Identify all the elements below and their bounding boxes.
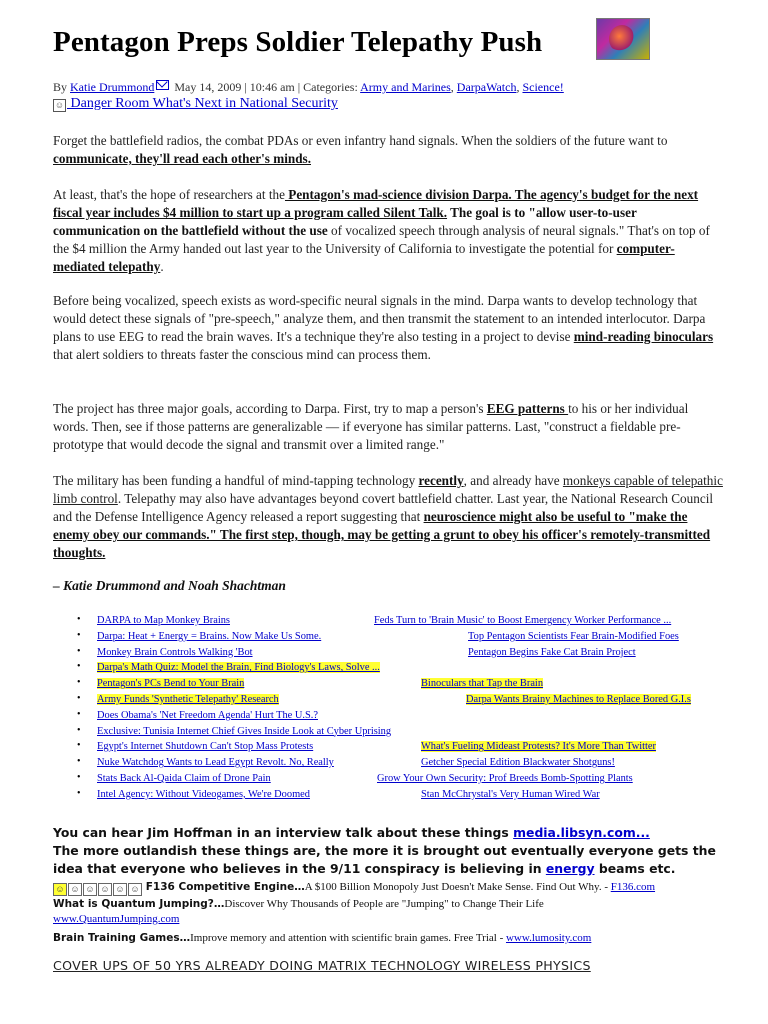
related-link[interactable]: Getcher Special Edition Blackwater Shotguns! — [421, 757, 615, 769]
commentary-line-2: The more outlandish these things are, the more it is brought out eventually everyone gets the idea that everyone who believes in the 9/11 conspiracy is believing in — [53, 843, 716, 876]
byline — [53, 80, 564, 95]
paragraph-5 — [53, 472, 723, 562]
byline-date: May 14, 2009 | 10:46 am | Categories: — [171, 80, 361, 94]
commentary-line-1: You can hear Jim Hoffman in an interview talk about these things — [53, 825, 514, 840]
related-link[interactable]: Feds Turn to 'Brain Music' to Boost Emergency Worker Performance ... — [374, 615, 672, 626]
paragraph-2 — [53, 186, 723, 276]
paragraph-3 — [53, 292, 723, 364]
category-link-darpawatch[interactable]: DarpaWatch — [456, 80, 517, 94]
byline-by: By — [53, 80, 71, 94]
related-item — [53, 678, 733, 694]
paragraph-1 — [53, 132, 723, 168]
monkeys-link[interactable]: monkeys capable of telepathic limb control — [53, 473, 723, 506]
p2-text-3: . — [160, 259, 164, 274]
p5-text-1: The military has been funding a handful of mind-tapping technology — [53, 473, 419, 488]
smiley-icon: ☺ — [98, 883, 112, 896]
p1-text: Forget the battlefield radios, the combat PDAs or even infantry hand signals. When the soldiers of the future want to — [53, 133, 668, 148]
related-item — [53, 726, 733, 742]
related-link[interactable]: • Monkey Brain Controls Walking 'Bot — [97, 646, 253, 658]
commentary — [53, 824, 733, 878]
author-link[interactable]: Katie Drummond — [70, 80, 155, 94]
related-link[interactable]: • Darpa: Heat + Energy = Brains. Now Make Us Some. — [97, 630, 322, 642]
smiley-icon: ☺ — [113, 883, 127, 896]
neuroscience-link[interactable]: neuroscience might also be useful to "make the enemy obey our commands." The first step, though, may be getting a grunt to obey his officer's remotely-transmitted thoughts. — [53, 509, 711, 560]
eeg-patterns-link[interactable]: EEG patterns — [486, 401, 569, 416]
p2-text-2: of vocalized speech through analysis of neural signals." That's on top of the $4 million the Army handed out last year to the University of California to investigate the potential for — [53, 223, 710, 256]
danger-room-link[interactable]: Danger Room What's Next in National Security — [67, 96, 338, 111]
related-item — [53, 647, 733, 663]
related-link[interactable]: Stan McChrystal's Very Human Wired War — [421, 788, 600, 800]
ad-text: A $100 Billion Monopoly Just Doesn't Make Sense. Find Out Why. - — [304, 881, 611, 893]
related-item — [53, 710, 733, 726]
smiley-icon: ☺ — [128, 883, 142, 896]
related-item — [53, 631, 733, 647]
related-link[interactable]: What's Fueling Mideast Protests? It's More Than Twitter — [421, 741, 656, 753]
related-link[interactable]: • Exclusive: Tunisia Internet Chief Gives Inside Look at Cyber Uprising — [97, 725, 392, 737]
binoculars-link[interactable]: mind-reading binoculars — [573, 329, 714, 344]
smiley-icon: ☺ — [53, 883, 67, 896]
category-separator: , — [450, 80, 457, 94]
p5-text-2: , and already have — [463, 473, 563, 488]
commentary-line-2-end: beams etc. — [594, 861, 676, 876]
related-item — [53, 662, 733, 678]
ad-title[interactable]: Brain Training Games… — [53, 932, 191, 944]
footer-link[interactable]: COVER UPS OF 50 YRS ALREADY DOING MATRIX TECHNOLOGY WIRELESS PHYSICS — [53, 958, 591, 973]
mail-icon[interactable] — [156, 80, 169, 90]
ad-text: Improve memory and attention with scientific brain games. Free Trial - — [190, 932, 506, 944]
ad-title[interactable]: F136 Competitive Engine… — [145, 881, 305, 893]
p4-text-2: to his or her individual words. Then, see if those patterns are generalizable — if everyone has similar patterns. Last, "construct a fieldable pre-prototype that would decode the signal and transmit over a limited range." — [53, 401, 689, 452]
recently-link[interactable]: recently — [418, 473, 464, 488]
p3-text-2: that alert soldiers to threats faster the conscious mind can process them. — [53, 347, 431, 362]
related-item — [53, 757, 733, 773]
ad-row-2 — [53, 897, 733, 927]
related-link[interactable]: • Pentagon's PCs Bend to Your Brain — [97, 678, 245, 690]
p2-bold: The goal is to "allow user-to-user communication on the battlefield without the use — [53, 205, 637, 238]
signature: – Katie Drummond and Noah Shachtman — [53, 578, 286, 593]
related-item — [53, 741, 733, 757]
related-item — [53, 773, 733, 789]
related-link[interactable]: • Nuke Watchdog Wants to Lead Egypt Revolt. No, Really — [97, 757, 334, 769]
ad-link[interactable]: www.lumosity.com — [505, 932, 592, 944]
libsyn-link[interactable]: media.libsyn.com... — [513, 825, 650, 840]
related-links-list — [53, 615, 733, 805]
category-separator: , — [516, 80, 523, 94]
related-link[interactable]: • Darpa's Math Quiz: Model the Brain, Find Biology's Laws, Solve ... — [97, 662, 380, 674]
related-link[interactable]: Pentagon Begins Fake Cat Brain Project — [468, 646, 636, 658]
p3-text-1: Before being vocalized, speech exists as word-specific neural signals in the mind. Darpa wants to develop technology that would detect these signals of "pre-speech," analyze them, and then transmit the statement to an intended interlocutor. Darpa plans to use EEG to read the brain waves. It's a technique they're also testing in a project to devise — [53, 293, 706, 344]
ad-text: Discover Why Thousands of People are "Jumping" to Change Their Life — [224, 898, 544, 910]
related-link[interactable]: • Stats Back Al-Qaida Claim of Drone Pain — [97, 772, 271, 784]
blog-link-row — [53, 96, 338, 112]
ad-link[interactable]: F136.com — [610, 881, 656, 893]
p4-text-1: The project has three major goals, according to Darpa. First, try to map a person's — [53, 401, 487, 416]
related-link[interactable]: Grow Your Own Security: Prof Breeds Bomb-Spotting Plants — [377, 772, 633, 784]
telepathy-link[interactable]: computer-mediated telepathy — [53, 241, 675, 274]
related-link[interactable]: • Egypt's Internet Shutdown Can't Stop Mass Protests — [97, 741, 314, 753]
related-item — [53, 694, 733, 710]
ad-title[interactable]: What is Quantum Jumping?… — [53, 898, 225, 910]
ad-block — [53, 880, 733, 946]
communicate-link[interactable]: communicate, they'll read each other's minds. — [53, 151, 311, 166]
smiley-icon: ☺ — [83, 883, 97, 896]
related-link[interactable]: Top Pentagon Scientists Fear Brain-Modified Foes — [468, 630, 679, 642]
ad-row-1 — [53, 880, 733, 897]
related-link[interactable]: • DARPA to Map Monkey Brains — [97, 615, 230, 626]
smiley-icon: ☺ — [54, 100, 65, 110]
smiley-icon: ☺ — [68, 883, 82, 896]
ad-icon-row — [53, 882, 143, 897]
site-logo-icon[interactable] — [596, 18, 650, 60]
page-title: Pentagon Preps Soldier Telepathy Push — [53, 26, 543, 58]
related-item — [53, 615, 733, 631]
p5-text-3: . Telepathy may also have advantages beyond covert battlefield chatter. Last year, the National Research Council and the Defense Intelligence Agency released a report suggesting that — [53, 491, 714, 524]
related-link[interactable]: • Army Funds 'Synthetic Telepathy' Research — [97, 693, 279, 705]
category-link-army[interactable]: Army and Marines — [360, 80, 451, 94]
related-link[interactable]: • Intel Agency: Without Videogames, We're Doomed — [97, 788, 310, 800]
related-item — [53, 789, 733, 805]
darpa-budget-link[interactable]: Pentagon's mad-science division Darpa. The agency's budget for the next fiscal year includes $4 million to start up a program called Silent Talk. — [53, 187, 699, 220]
energy-link[interactable]: energy — [545, 861, 595, 876]
ad-row-3 — [53, 931, 733, 946]
related-link[interactable]: • Does Obama's 'Net Freedom Agenda' Hurt The U.S.? — [97, 709, 318, 721]
related-link[interactable]: Darpa Wants Brainy Machines to Replace Bored G.I.s — [466, 693, 691, 705]
ad-link[interactable]: www.QuantumJumping.com — [53, 913, 180, 925]
related-link[interactable]: Binoculars that Tap the Brain — [421, 678, 544, 690]
p2-text-1: At least, that's the hope of researchers at the — [53, 187, 285, 202]
paragraph-4 — [53, 400, 723, 454]
category-link-science[interactable]: Science! — [522, 80, 564, 94]
